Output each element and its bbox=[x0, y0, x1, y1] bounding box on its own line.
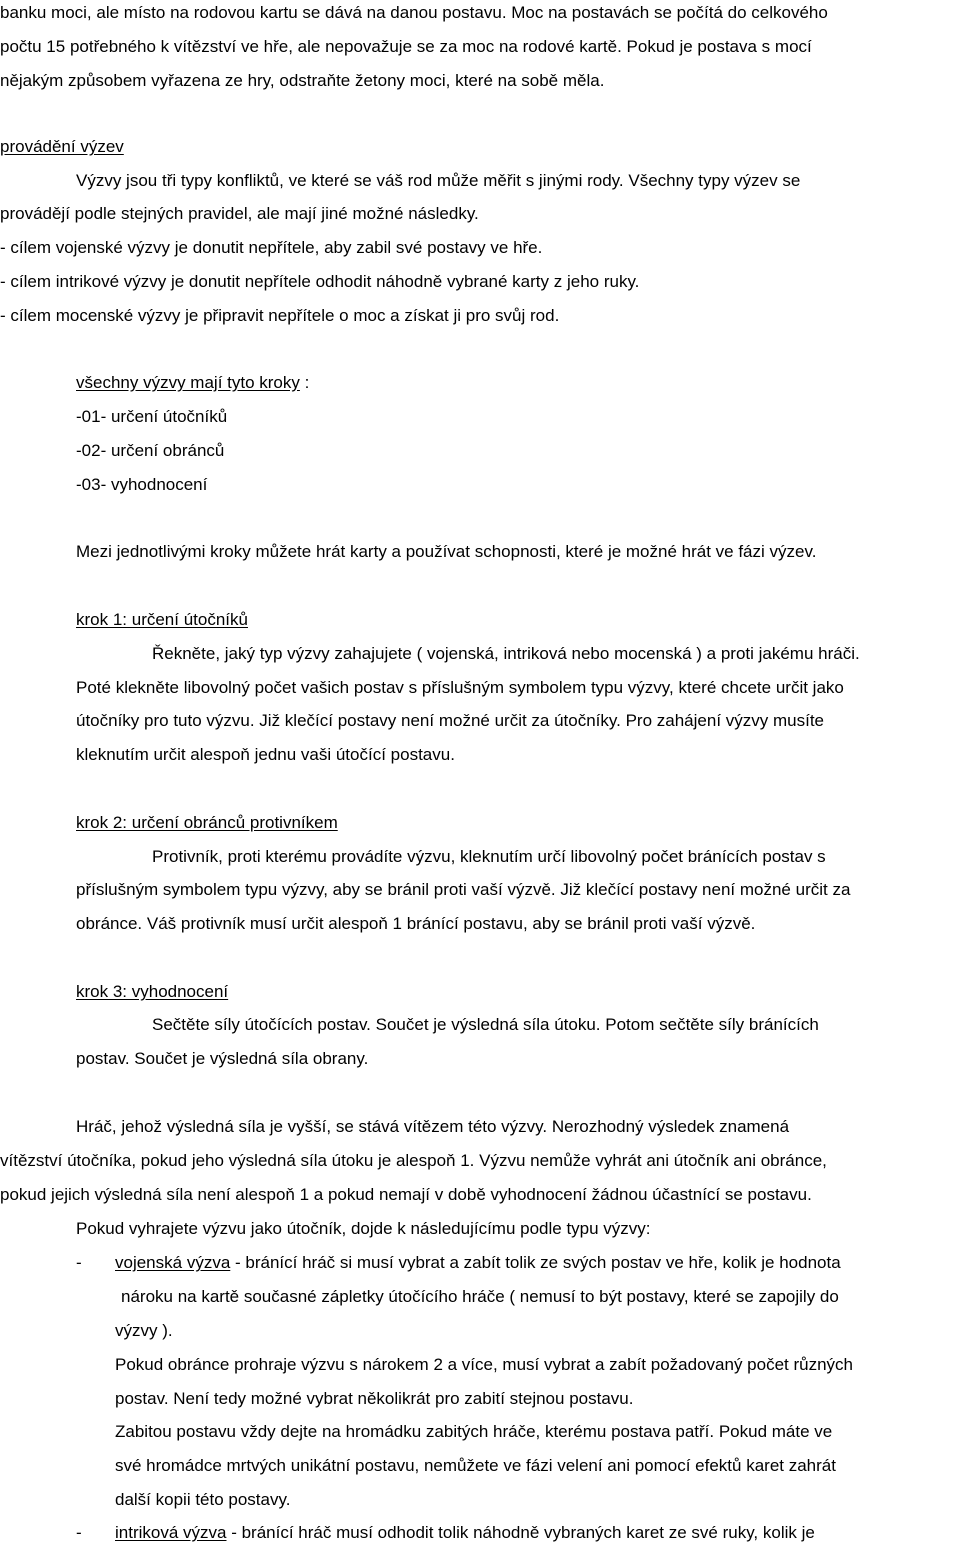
text-line: počtu 15 potřebného k vítězství ve hře, ale nepovažuje se za moc na rodové kartě. Pokud je postava s mocí bbox=[0, 37, 812, 56]
text-line: další kopii této postavy. bbox=[115, 1490, 291, 1509]
steps-heading bbox=[76, 373, 309, 393]
list-item: -03- vyhodnocení bbox=[76, 475, 208, 494]
step2-heading: krok 2: určení obránců protivníkem bbox=[76, 813, 338, 832]
bullet-dash: - bbox=[76, 1253, 82, 1272]
text-line: příslušným symbolem typu výzvy, aby se bránil proti vaší výzvě. Již klečící postavy není možné určit za bbox=[76, 880, 851, 899]
text-line: vítězství útočníka, pokud jeho výsledná síla útoku je alespoň 1. Výzvu nemůže vyhrát ani útočník ani obránce, bbox=[0, 1151, 827, 1170]
text-line: Sečtěte síly útočících postav. Součet je výsledná síla útoku. Potom sečtěte síly bránících bbox=[152, 1015, 819, 1034]
text-line: obránce. Váš protivník musí určit alespoň 1 bránící postavu, aby se bránil proti vaší výzvě. bbox=[76, 914, 756, 933]
text-line: provádějí podle stejných pravidel, ale mají jiné možné následky. bbox=[0, 204, 479, 223]
goal-intrigue: - cílem intrikové výzvy je donutit nepřítele odhodit náhodně vybrané karty z jeho ruky. bbox=[0, 272, 640, 291]
text-line: Protivník, proti kterému provádíte výzvu, kleknutím určí libovolný počet bránících postav s bbox=[152, 847, 826, 866]
intrigue-term: intriková výzva bbox=[115, 1523, 227, 1542]
text-line: nějakým způsobem vyřazena ze hry, odstraňte žetony moci, které na sobě měla. bbox=[0, 71, 605, 90]
text-line: postav. Součet je výsledná síla obrany. bbox=[76, 1049, 369, 1068]
military-text: - bránící hráč si musí vybrat a zabít tolik ze svých postav ve hře, kolik je hodnota bbox=[230, 1253, 841, 1272]
text-line: Hráč, jehož výsledná síla je vyšší, se stává vítězem této výzvy. Nerozhodný výsledek znamená bbox=[76, 1117, 790, 1136]
text-line: útočníky pro tuto výzvu. Již klečící postavy není možné určit za útočníky. Pro zahájení výzvy musíte bbox=[76, 711, 824, 730]
text-line: Pokud obránce prohraje výzvu s nárokem 2 a více, musí vybrat a zabít požadovaný počet různých bbox=[115, 1355, 853, 1374]
text-line: Výzvy jsou tři typy konfliktů, ve které se váš rod může měřit s jinými rody. Všechny typy výzev se bbox=[76, 171, 801, 190]
goal-military: - cílem vojenské výzvy je donutit nepřítele, aby zabil své postavy ve hře. bbox=[0, 238, 543, 257]
bullet-dash: - bbox=[76, 1523, 82, 1542]
text-line: banku moci, ale místo na rodovou kartu se dává na danou postavu. Moc na postavách se počítá do celkového bbox=[0, 3, 828, 22]
text-line: Poté klekněte libovolný počet vašich postav s příslušným symbolem typu výzvy, které chcete určit jako bbox=[76, 678, 844, 697]
text-line: postav. Není tedy možné vybrat několikrát pro zabití stejnou postavu. bbox=[115, 1389, 634, 1408]
steps-heading-text: všechny výzvy mají tyto kroky bbox=[76, 373, 300, 392]
text-line: nároku na kartě současné zápletky útočícího hráče ( nemusí to být postavy, které se zapojily do bbox=[121, 1287, 839, 1306]
text-line: výzvy ). bbox=[115, 1321, 173, 1340]
steps-heading-suffix: : bbox=[299, 373, 310, 392]
text-line: své hromádce mrtvých unikátní postavu, nemůžete ve fázi velení ani pomocí efektů karet zahrát bbox=[115, 1456, 836, 1475]
text-line: Zabitou postavu vždy dejte na hromádku zabitých hráče, kterému postava patří. Pokud máte ve bbox=[115, 1422, 833, 1441]
goal-power: - cílem mocenské výzvy je připravit nepřítele o moc a získat ji pro svůj rod. bbox=[0, 306, 560, 325]
intrigue-text: - bránící hráč musí odhodit tolik náhodně vybraných karet ze své ruky, kolik je bbox=[226, 1523, 815, 1542]
outcome-intrigue-line bbox=[115, 1523, 815, 1543]
text-line: Pokud vyhrajete výzvu jako útočník, dojde k následujícímu podle typu výzvy: bbox=[76, 1219, 651, 1238]
steps-note: Mezi jednotlivými kroky můžete hrát karty a používat schopnosti, které je možné hrát ve fázi výzev. bbox=[76, 542, 817, 561]
text-line: Řekněte, jaký typ výzvy zahajujete ( vojenská, intriková nebo mocenská ) a proti jakému hráči. bbox=[152, 644, 860, 663]
step3-heading: krok 3: vyhodnocení bbox=[76, 982, 229, 1001]
text-line: pokud jejich výsledná síla není alespoň 1 a pokud nemají v době vyhodnocení žádnou účastnící se postavu. bbox=[0, 1185, 812, 1204]
section-heading: provádění výzev bbox=[0, 137, 124, 156]
list-item: -02- určení obránců bbox=[76, 441, 225, 460]
list-item: -01- určení útočníků bbox=[76, 407, 228, 426]
text-line: kleknutím určit alespoň jednu vaši útočící postavu. bbox=[76, 745, 455, 764]
military-term: vojenská výzva bbox=[115, 1253, 231, 1272]
outcome-military-line bbox=[115, 1253, 841, 1273]
step1-heading: krok 1: určení útočníků bbox=[76, 610, 248, 629]
